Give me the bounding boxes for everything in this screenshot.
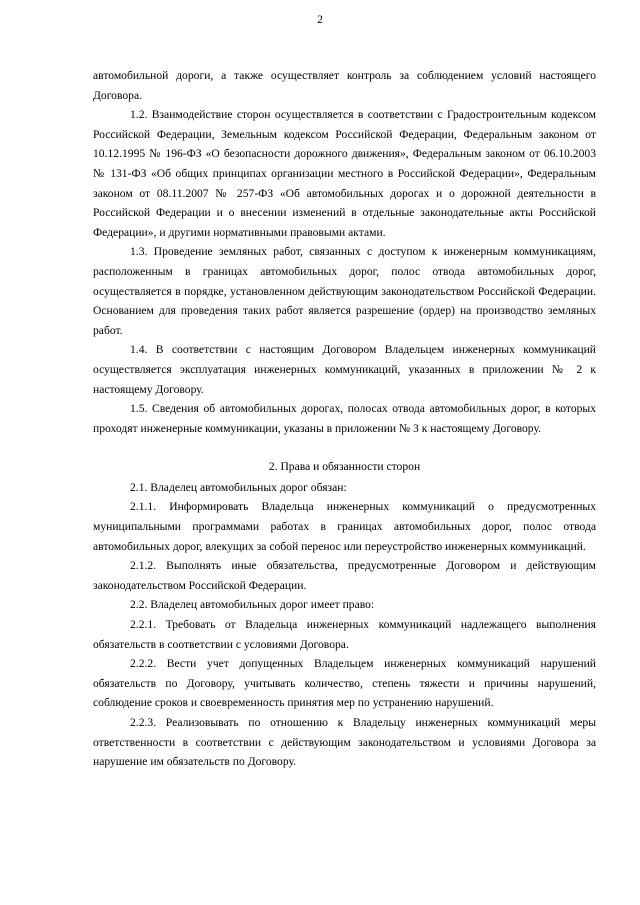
paragraph-2-2: 2.2. Владелец автомобильных дорог имеет право: <box>130 598 375 612</box>
paragraph-1-5: 1.5. Сведения об автомобильных дорогах, полосах отвода автомобильных дорог, в которых проходят инженерные коммуникации, указаны в приложении № 3 к настоящему Договору. <box>93 402 596 435</box>
paragraph-continuation: автомобильной дороги, а также осуществляет контроль за соблюдением условий настоящего Договора. <box>93 69 596 102</box>
paragraph-2-1: 2.1. Владелец автомобильных дорог обязан: <box>130 480 347 494</box>
paragraph-1-2: 1.2. Взаимодействие сторон осуществляется в соответствии с Градостроительным кодексом Российской Федерации, Земельным кодексом Российской Федерации, Федеральным законом от 10.12.1995 № 196-ФЗ «О безопасности дорожного движения», Федеральным законом от 06.10.2003 № 131-ФЗ «Об общих принципах организации местного в Российской Федерации», Федеральным законом от 08.11.2007 № 257-ФЗ «Об автомобильных дорогах и о дорожной деятельности в Российской Федерации и о внесении изменений в отдельные законодательные акты Российской Федерации», и другими нормативными правовыми актами. <box>93 108 596 239</box>
paragraph-2-2-1: 2.2.1. Требовать от Владельца инженерных коммуникаций надлежащего выполнения обязательств в соответствии с условиями Договора. <box>93 618 596 651</box>
paragraph-1-4: 1.4. В соответствии с настоящим Договором Владельцем инженерных коммуникаций осуществляется эксплуатация инженерных коммуникаций, указанных в приложении № 2 к настоящему Договору. <box>93 343 596 396</box>
paragraph-2-2-3: 2.2.3. Реализовывать по отношению к Владельцу инженерных коммуникаций меры ответственности в соответствии с действующим законодательством и условиями Договора за нарушение им обязательств по Договору. <box>93 716 596 769</box>
document-body <box>93 66 596 772</box>
section-2-heading: 2. Права и обязанности сторон <box>268 460 421 474</box>
paragraph-2-1-1: 2.1.1. Информировать Владельца инженерных коммуникаций о предусмотренных муниципальными программами работах в границах автомобильных дорог, полос отвода автомобильных дорог, влекущих за собой перенос или переустройство инженерных коммуникаций. <box>93 500 596 553</box>
paragraph-1-3: 1.3. Проведение земляных работ, связанных с доступом к инженерным коммуникациям, расположенным в границах автомобильных дорог, полос отвода автомобильных дорог, осуществляется в порядке, установленном действующим законодательством Российской Федерации. Основанием для проведения таких работ является разрешение (ордер) на производство земляных работ. <box>93 245 596 337</box>
paragraph-2-2-2: 2.2.2. Вести учет допущенных Владельцем инженерных коммуникаций нарушений обязательств по Договору, учитывать количество, степень тяжести и причины нарушений, соблюдение сроков и своевременность принятия мер по устранению нарушений. <box>93 657 596 710</box>
paragraph-2-1-2: 2.1.2. Выполнять иные обязательства, предусмотренные Договором и действующим законодательством Российской Федерации. <box>93 559 596 592</box>
page-number: 2 <box>317 13 323 26</box>
